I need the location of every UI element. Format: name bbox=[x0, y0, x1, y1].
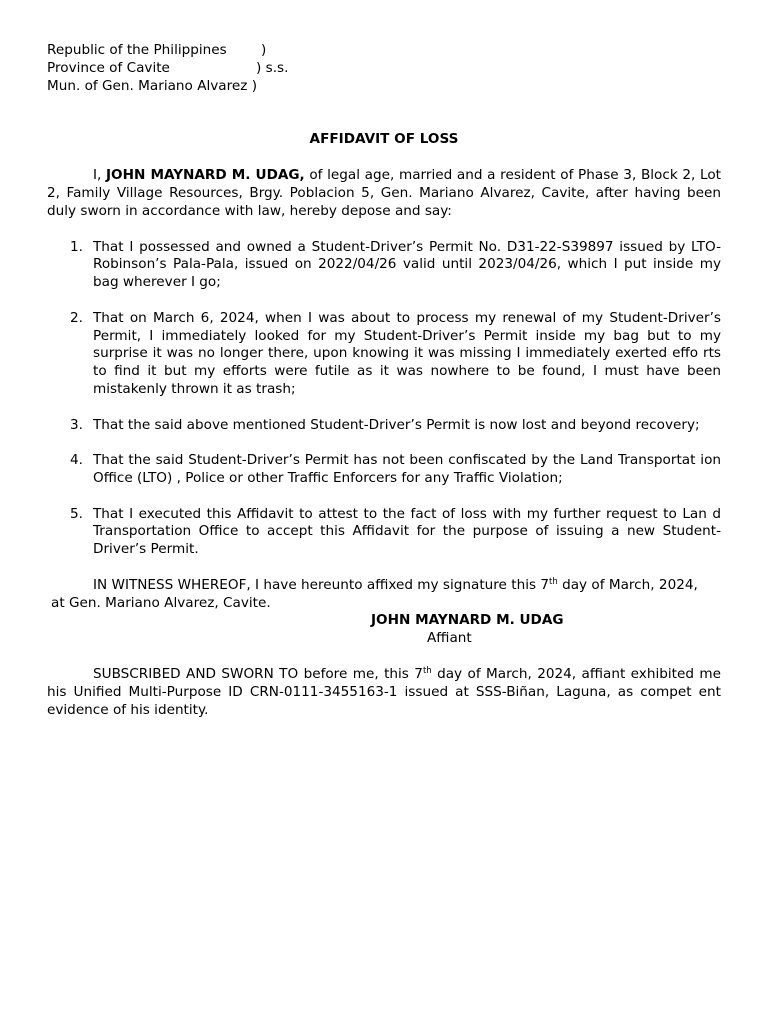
document-title: AFFIDAVIT OF LOSS bbox=[309, 131, 459, 148]
list-item bbox=[47, 239, 721, 292]
list-item bbox=[47, 452, 721, 488]
affidavit-document bbox=[47, 42, 721, 719]
witness-paragraph bbox=[47, 577, 721, 613]
item-number: 2. bbox=[70, 309, 83, 326]
venue-paren-2: ) s.s. bbox=[256, 59, 289, 76]
jurat-paragraph bbox=[47, 666, 721, 719]
item-text: That I possessed and owned a Student-Driver’s Permit No. D31-22-S39897 issued by LTO-Robinson’s Pala-Pala, issued on 2022/04/26 valid until 2023/04/26, which I put inside my bag wherever I go; bbox=[93, 238, 721, 291]
witness-text-after: day of March, 2024, bbox=[557, 576, 698, 593]
witness-text-before: IN WITNESS WHEREOF, I have hereunto affixed my signature this 7 bbox=[93, 576, 550, 593]
venue-paren-1: ) bbox=[261, 42, 267, 58]
venue-municipality-text: Mun. of Gen. Mariano Alvarez bbox=[47, 77, 248, 94]
affiant-name-intro: JOHN MAYNARD M. UDAG, bbox=[106, 167, 305, 184]
list-item bbox=[47, 310, 721, 399]
intro-prefix: I, bbox=[93, 167, 106, 184]
list-item bbox=[47, 417, 721, 435]
item-number: 3. bbox=[70, 416, 83, 433]
jurat-text-after: day of March, 2024, affiant exhibited me his Unified Multi-Purpose ID CRN-0111-3455163-1 issued at SSS-Biñan, Laguna, as compet ent evidence of his identity. bbox=[47, 665, 721, 718]
witness-ordinal: th bbox=[549, 576, 558, 587]
item-text: That the said Student-Driver’s Permit has not been confiscated by the Land Transportat ion Office (LTO) , Police or other Traffic Enforcers for any Traffic Violation; bbox=[93, 452, 721, 486]
item-text: That the said above mentioned Student-Driver’s Permit is now lost and beyond recovery; bbox=[93, 416, 700, 433]
item-text: That I executed this Affidavit to attest to the fact of loss with my further request to Lan d Transportation Office to accept this Affidavit for the purpose of issuing a new Student-Driver’s Permit. bbox=[93, 505, 721, 558]
item-number: 4. bbox=[70, 452, 83, 469]
list-item bbox=[47, 506, 721, 559]
affiant-label: Affiant bbox=[427, 630, 472, 647]
jurat-ordinal: th bbox=[422, 665, 432, 676]
jurat-text-before: SUBSCRIBED AND SWORN TO before me, this 7 bbox=[93, 665, 423, 682]
venue-line-municipality bbox=[47, 78, 721, 96]
intro-text: of legal age, married and a resident of Phase 3, Block 2, Lot 2, Family Village Resources, Brgy. Poblacion 5, Gen. Mariano Alvarez, Cavite, after having been duly sworn in accordance with law, hereby depose and say: bbox=[47, 167, 721, 219]
venue-paren-3: ) bbox=[251, 77, 258, 94]
venue-republic-text: Republic of the Philippines bbox=[47, 42, 227, 58]
intro-paragraph bbox=[47, 167, 721, 220]
venue-block bbox=[47, 42, 721, 95]
venue-line-province bbox=[47, 60, 721, 78]
item-number: 5. bbox=[70, 505, 83, 522]
witness-line-2: at Gen. Mariano Alvarez, Cavite. bbox=[51, 594, 271, 611]
depositions-list bbox=[47, 239, 721, 559]
signature-block bbox=[47, 612, 721, 648]
venue-line-republic bbox=[47, 42, 721, 60]
item-number: 1. bbox=[70, 238, 83, 255]
item-text: That on March 6, 2024, when I was about to process my renewal of my Student-Driver’s Permit, I immediately looked for my Student-Driver’s Permit inside my bag but to my surprise it was no longer there, upon knowing it was missing I immediately exerted effo rts to find it but my efforts were futile as it was nowhere to be found, I must have been mistakenly thrown it as trash; bbox=[93, 309, 721, 397]
witness-line-1 bbox=[47, 577, 721, 595]
affiant-signature-name: JOHN MAYNARD M. UDAG bbox=[371, 612, 564, 629]
venue-province-text: Province of Cavite bbox=[47, 59, 170, 76]
